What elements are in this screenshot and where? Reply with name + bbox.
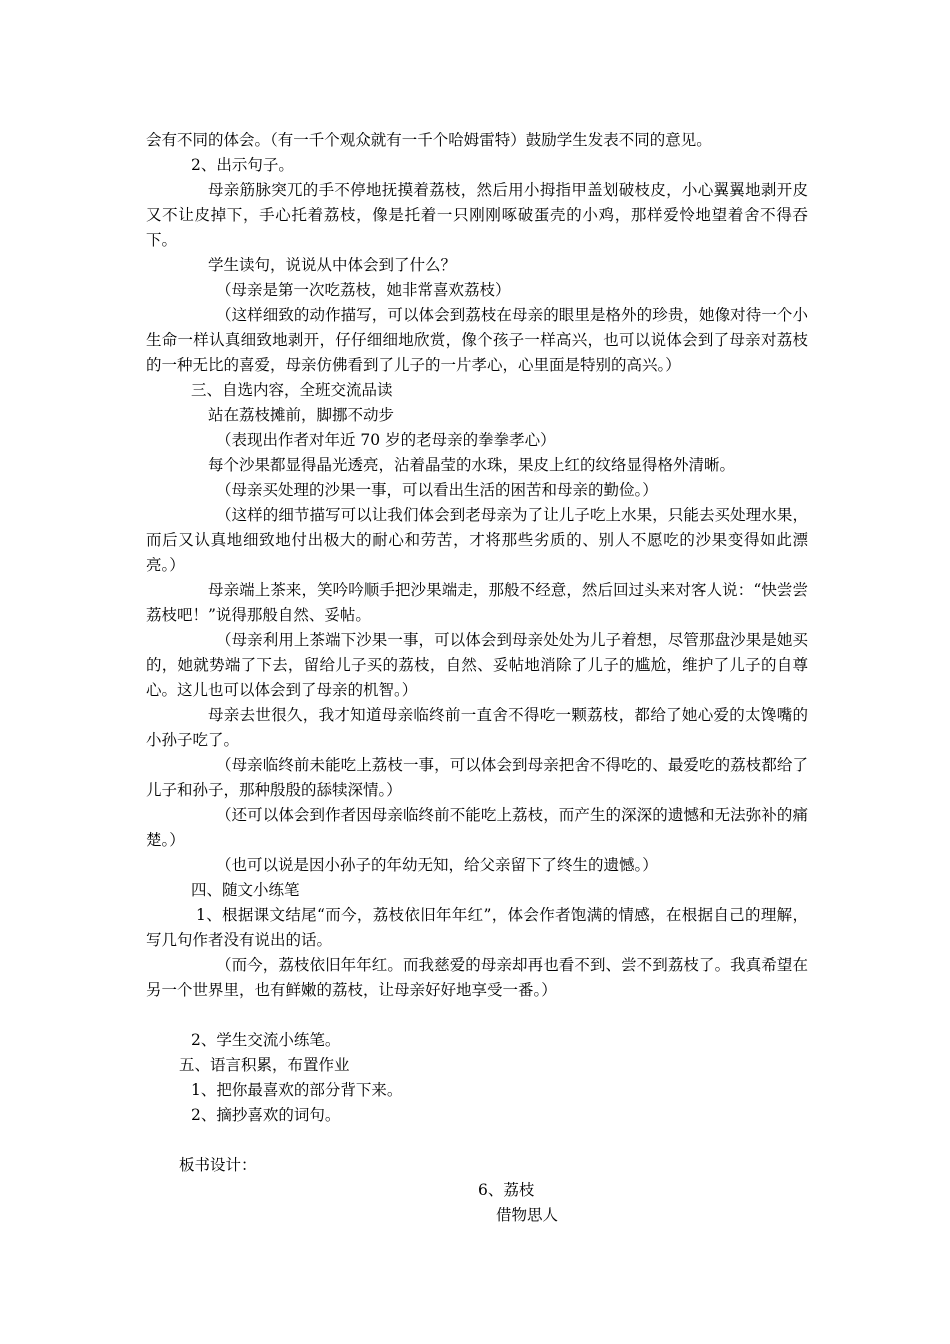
- paragraph-18: （也可以说是因小孙子的年幼无知，给父亲留下了终生的遗憾。）: [216, 856, 658, 874]
- paragraph-4: 学生读句，说说从中体会到了什么？: [208, 256, 457, 274]
- board-design-label: 板书设计：: [179, 1156, 257, 1174]
- paragraph-3: 母亲筋脉突兀的手不停地抚摸着荔枝，然后用小拇指甲盖划破枝皮，小心翼翼地剥开皮又不让皮掉下，手心托着荔枝，像是托着一只刚刚啄破蛋壳的小鸡，那样爱怜地望着舍不得吞下。: [146, 181, 808, 249]
- paragraph-5: （母亲是第一次吃荔枝，她非常喜欢荔枝）: [216, 281, 511, 299]
- paragraph-6: （这样细致的动作描写，可以体会到荔枝在母亲的眼里是格外的珍贵，她像对待一个小生命一样认真细致地剥开，仔仔细细地欣赏，像个孩子一样高兴，也可以说体会到了母亲对荔枝的一种无比的喜爱，母亲仿佛看到了儿子的一片孝心，心里面是特别的高兴。）: [146, 306, 808, 374]
- paragraph-25: 2、摘抄喜欢的词句。: [191, 1106, 341, 1124]
- paragraph-9: （表现出作者对年近 70 岁的老母亲的拳拳孝心）: [216, 431, 556, 449]
- paragraph-24: 1、把你最喜欢的部分背下来。: [191, 1081, 403, 1099]
- section-3-heading: 三、自选内容，全班交流品读: [191, 381, 393, 399]
- paragraph-20: 1、根据课文结尾“而今，荔枝依旧年年红”，体会作者饱满的情感，在根据自己的理解，写几句作者没有说出的话。: [146, 906, 808, 949]
- paragraph-21: （而今，荔枝依旧年年红。而我慈爱的母亲却再也看不到、尝不到荔枝了。我真希望在另一个世界里，也有鲜嫩的荔枝，让母亲好好地享受一番。）: [146, 956, 808, 999]
- section-5-heading: 五、语言积累，布置作业: [179, 1056, 350, 1074]
- paragraph-15: 母亲去世很久，我才知道母亲临终前一直舍不得吃一颗荔枝，都给了她心爱的太馋嘴的小孙子吃了。: [146, 706, 808, 749]
- board-title: 6、荔枝: [478, 1181, 535, 1199]
- paragraph-22: 2、学生交流小练笔。: [191, 1031, 341, 1049]
- board-subtitle: 借物思人: [496, 1206, 559, 1224]
- paragraph-10: 每个沙果都显得晶光透亮，沾着晶莹的水珠，果皮上红的纹络显得格外清晰。: [208, 456, 736, 474]
- paragraph-11: （母亲买处理的沙果一事，可以看出生活的困苦和母亲的勤俭。）: [216, 481, 658, 499]
- paragraph-1: 会有不同的体会。（有一千个观众就有一千个哈姆雷特）鼓励学生发表不同的意见。: [146, 131, 712, 149]
- paragraph-2: 2、出示句子。: [191, 156, 294, 174]
- paragraph-12: （这样的细节描写可以让我们体会到老母亲为了让儿子吃上水果，只能去买处理水果，而后又认真地细致地付出极大的耐心和劳苦，才将那些劣质的、别人不愿吃的沙果变得如此漂亮。）: [146, 506, 808, 574]
- paragraph-17: （还可以体会到作者因母亲临终前不能吃上荔枝，而产生的深深的遗憾和无法弥补的痛楚。）: [146, 806, 808, 849]
- paragraph-14: （母亲利用上茶端下沙果一事，可以体会到母亲处处为儿子着想，尽管那盘沙果是她买的，她就势端了下去，留给儿子买的荔枝，自然、妥帖地消除了儿子的尴尬，维护了儿子的自尊心。这儿也可以体会到了母亲的机智。）: [146, 631, 808, 699]
- paragraph-8: 站在荔枝摊前，脚挪不动步: [208, 406, 395, 424]
- section-4-heading: 四、随文小练笔: [191, 881, 300, 899]
- paragraph-16: （母亲临终前未能吃上荔枝一事，可以体会到母亲把舍不得吃的、最爱吃的荔枝都给了儿子和孙子，那种殷殷的舔犊深情。）: [146, 756, 808, 799]
- paragraph-13: 母亲端上茶来，笑吟吟顺手把沙果端走，那般不经意，然后回过头来对客人说：“快尝尝荔枝吧！”说得那般自然、妥帖。: [146, 581, 808, 624]
